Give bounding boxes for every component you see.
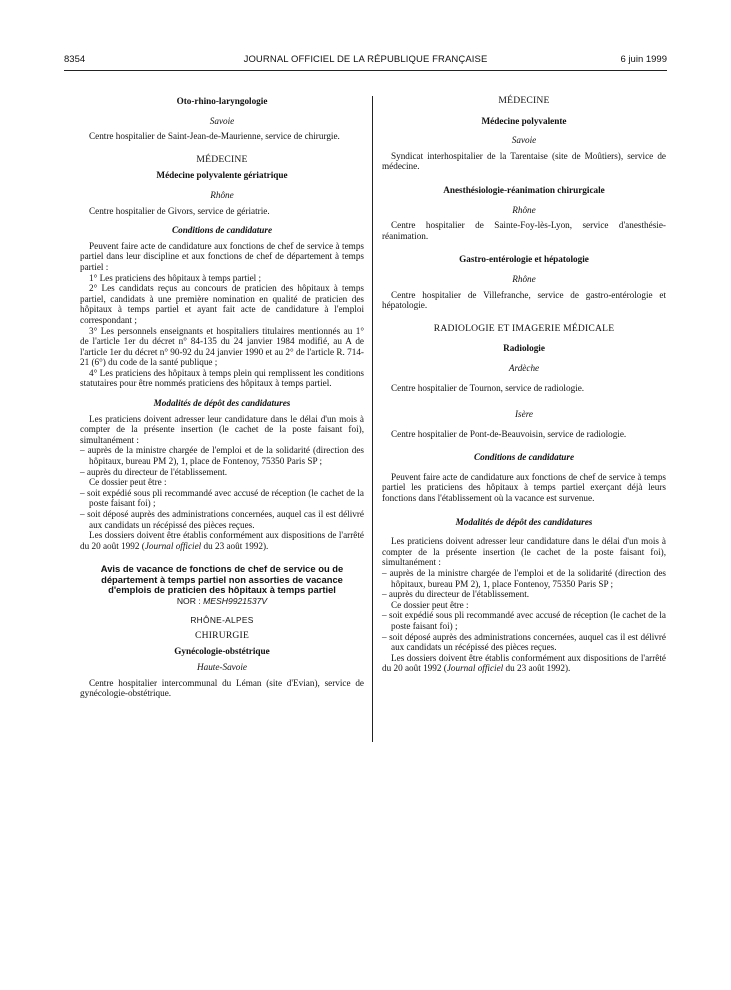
list-item: – soit déposé auprès des administrations concernées, auquel cas il est délivré aux candidats un récépissé des pièces reçues. bbox=[80, 509, 364, 530]
hospital-entry: Centre hospitalier intercommunal du Léman (site d'Evian), service de gynécologie-obstétrique. bbox=[80, 677, 364, 699]
list-item: – auprès du directeur de l'établissement. bbox=[80, 466, 228, 477]
condition-item: 3° Les personnels enseignants et hospitaliers titulaires mentionnés au 1° de l'article 1er du décret n° 84-135 du 24 janvier 1984 modifié, au A de l'article 1er du décret n° 90-92 du 24 janvier 1990 et au 2° de l'article R. 714-21 (6°) du code de la santé publique ; bbox=[80, 325, 364, 368]
header-rule bbox=[64, 70, 667, 71]
section-title: Gastro-entérologie et hépatologie bbox=[459, 254, 589, 265]
hospital-entry: Syndicat interhospitalier de la Tarentaise (site de Moûtiers), service de médecine. bbox=[382, 150, 666, 172]
modalities-intro: Les praticiens doivent adresser leur candidature dans le délai d'un mois à compter de la présente insertion (le cachet de la poste faisant foi), simultanément : bbox=[382, 536, 666, 568]
section-title: Radiologie bbox=[503, 343, 545, 354]
left-column bbox=[80, 96, 364, 699]
notice-title: Avis de vacance de fonctions de chef de service ou de département à temps partiel non assorties de vacance d'emplois de praticien des hôpitaux à temps partiel bbox=[100, 563, 344, 596]
page-number: 8354 bbox=[64, 54, 86, 65]
discipline-heading: RADIOLOGIE ET IMAGERIE MÉDICALE bbox=[433, 322, 615, 334]
modalities-intro: Les praticiens doivent adresser leur candidature dans le délai d'un mois à compter de la présente insertion (le cachet de la poste faisant foi), simultanément : bbox=[80, 413, 364, 445]
section-title: Oto-rhino-laryngologie bbox=[176, 96, 268, 106]
nor-reference: NOR : MESH9921537V bbox=[176, 595, 268, 606]
discipline-heading: MÉDECINE bbox=[498, 95, 550, 106]
page-header bbox=[64, 52, 667, 68]
dossier-intro: Ce dossier peut être : bbox=[89, 477, 167, 488]
section-title: Anesthésiologie-réanimation chirurgicale bbox=[443, 184, 605, 195]
conditions-heading: Conditions de candidature bbox=[473, 452, 575, 463]
list-item: – soit expédié sous pli recommandé avec accusé de réception (le cachet de la poste faisant foi) ; bbox=[80, 487, 364, 509]
conditions-heading: Conditions de candidature bbox=[171, 225, 273, 236]
conditions-text: Peuvent faire acte de candidature aux fonctions de chef de service à temps partiel les praticiens des hôpitaux à temps partiel exerçant déjà leurs fonctions dans l'établissement où la vacance est survenue. bbox=[382, 471, 666, 504]
list-item: – soit déposé auprès des administrations concernées, auquel cas il est délivré aux candidats un récépissé des pièces reçues. bbox=[382, 631, 666, 653]
journal-title: JOURNAL OFFICIEL DE LA RÉPUBLIQUE FRANÇAISE bbox=[243, 54, 488, 65]
hospital-entry: Centre hospitalier de Tournon, service de radiologie. bbox=[391, 382, 585, 393]
department-heading: Ardèche bbox=[508, 362, 540, 373]
department-heading: Isère bbox=[514, 409, 534, 420]
hospital-entry: Centre hospitalier de Villefranche, service de gastro-entérologie et hépatologie. bbox=[382, 289, 666, 311]
discipline-heading: MÉDECINE bbox=[196, 153, 248, 165]
condition-item: 2° Les candidats reçus au concours de praticien des hôpitaux à temps partiel, candidats à une première nomination en qualité de praticien des hôpitaux à temps partiel et ayant fait acte de candidature à l'emploi correspondant ; bbox=[80, 283, 364, 325]
list-item: – auprès du directeur de l'établissement. bbox=[382, 589, 530, 600]
department-heading: Savoie bbox=[209, 115, 235, 126]
modalities-heading: Modalités de dépôt des candidatures bbox=[455, 516, 593, 527]
department-heading: Rhône bbox=[210, 189, 234, 200]
condition-item: 4° Les praticiens des hôpitaux à temps plein qui remplissent les conditions statutaires pour être nommés praticiens des hôpitaux à temps partiel. bbox=[80, 367, 364, 389]
conditions-intro: Peuvent faire acte de candidature aux fonctions de chef de service à temps partiel dans leur discipline et aux fonctions de chef de département à temps partiel : bbox=[80, 240, 364, 272]
list-item: – auprès de la ministre chargée de l'emploi et de la solidarité (direction des hôpitaux, bureau PM 2), 1, place de Fontenoy, 75350 Paris SP ; bbox=[80, 445, 364, 467]
column-divider bbox=[372, 96, 373, 742]
section-title: Médecine polyvalente bbox=[481, 115, 567, 126]
department-heading: Haute-Savoie bbox=[196, 661, 247, 672]
hospital-entry: Centre hospitalier de Givors, service de gériatrie. bbox=[89, 205, 270, 216]
dossier-list bbox=[382, 610, 666, 652]
issue-date: 6 juin 1999 bbox=[620, 54, 667, 65]
hospital-entry: Centre hospitalier de Saint-Jean-de-Maurienne, service de chirurgie. bbox=[89, 131, 340, 142]
hospital-entry: Centre hospitalier de Pont-de-Beauvoisin, service de radiologie. bbox=[391, 428, 627, 439]
discipline-heading: CHIRURGIE bbox=[194, 629, 250, 641]
dossier-list bbox=[80, 488, 364, 530]
dossier-final: Les dossiers doivent être établis conformément aux dispositions de l'arrêté du 20 août 1992 (Journal officiel du 23 août 1992). bbox=[80, 530, 364, 551]
address-list bbox=[80, 445, 364, 477]
section-title: Médecine polyvalente gériatrique bbox=[156, 170, 288, 181]
dossier-final: Les dossiers doivent être établis conformément aux dispositions de l'arrêté du 20 août 1992 (Journal officiel du 23 août 1992). bbox=[382, 652, 666, 674]
department-heading: Savoie bbox=[511, 135, 537, 146]
section-title: Gynécologie-obstétrique bbox=[174, 646, 270, 657]
modalities-heading: Modalités de dépôt des candidatures bbox=[153, 398, 291, 409]
list-item: – soit expédié sous pli recommandé avec accusé de réception (le cachet de la poste faisant foi) ; bbox=[382, 610, 666, 631]
hospital-entry: Centre hospitalier de Sainte-Foy-lès-Lyon, service d'anesthésie-réanimation. bbox=[382, 220, 666, 241]
address-list bbox=[382, 568, 666, 600]
department-heading: Rhône bbox=[512, 273, 536, 284]
region-heading: RHÔNE-ALPES bbox=[190, 615, 254, 626]
dossier-intro: Ce dossier peut être : bbox=[391, 599, 469, 610]
right-column bbox=[382, 96, 666, 674]
department-heading: Rhône bbox=[512, 204, 536, 215]
list-item: – auprès de la ministre chargée de l'emploi et de la solidarité (direction des hôpitaux, bureau PM 2), 1, place Fontenoy, 75350 Paris SP ; bbox=[382, 568, 666, 589]
condition-item: 1° Les praticiens des hôpitaux à temps partiel ; bbox=[89, 272, 262, 283]
